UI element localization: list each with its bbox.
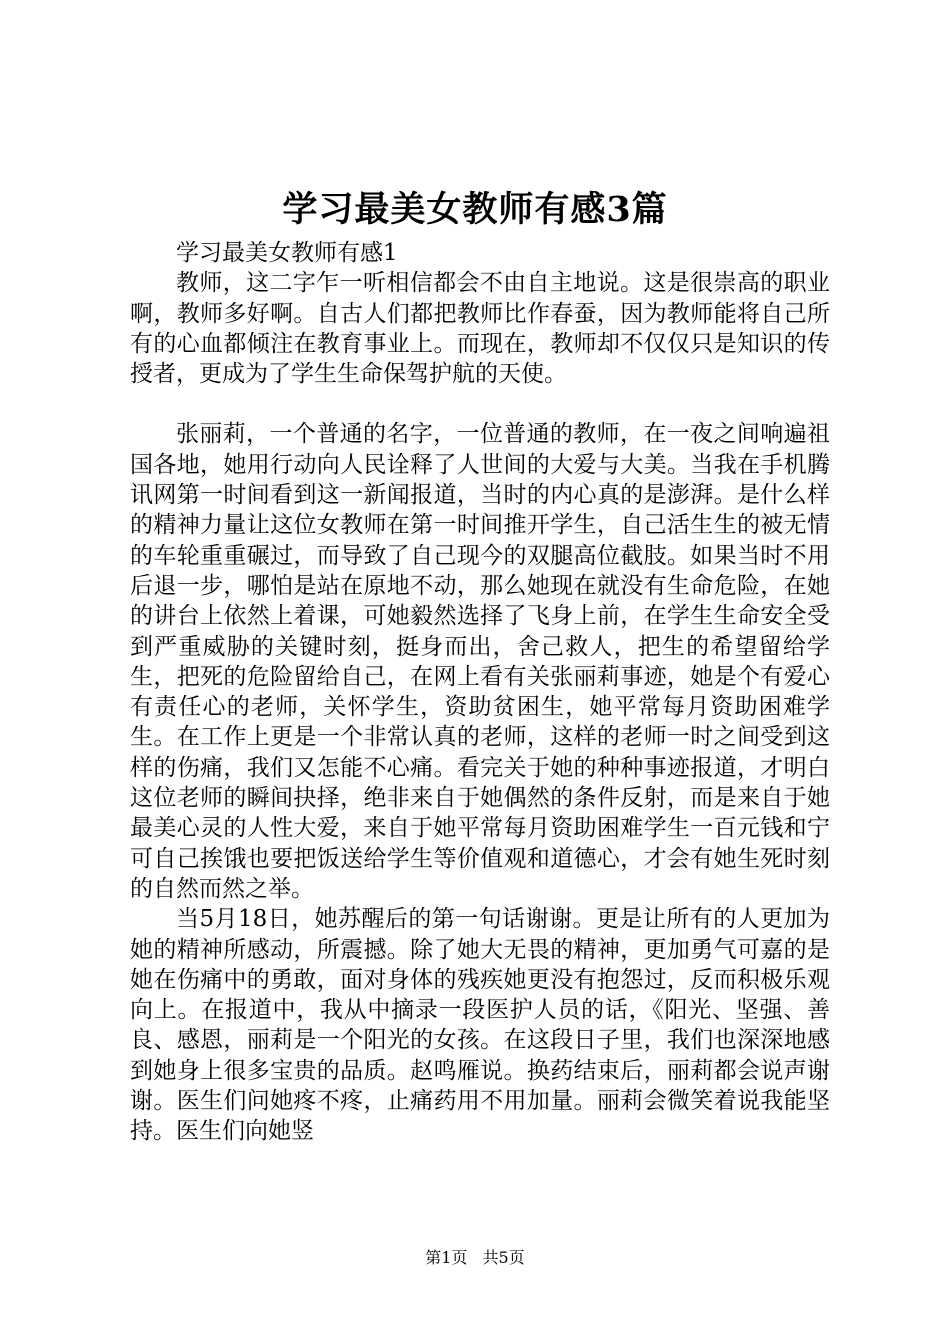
page-total: 共5页 xyxy=(482,1248,525,1267)
page-footer xyxy=(0,1247,950,1269)
paragraph-story: 张丽莉，一个普通的名字，一位普通的教师，在一夜之间响遍祖国各地，她用行动向人民诠释了人世间的大爱与大美。当我在手机腾讯网第一时间看到这一新闻报道，当时的内心真的是澎湃。是什么样的精神力量让这位女教师在第一时间推开学生，自己活生生的被无情的车轮重重碾过，而导致了自己现今的双腿高位截肢。如果当时不用后退一步，哪怕是站在原地不动，那么她现在就没有生命危险，在她的讲台上依然上着课，可她毅然选择了飞身上前，在学生生命安全受到严重威胁的关键时刻，挺身而出，舍己救人，把生的希望留给学生，把死的危险留给自己，在网上看有关张丽莉事迹，她是个有爱心有责任心的老师，关怀学生，资助贫困生，她平常每月资助困难学生。在工作上更是一个非常认真的老师，这样的老师一时之间受到这样的伤痛，我们又怎能不心痛。看完关于她的种种事迹报道，才明白这位老师的瞬间抉择，绝非来自于她偶然的条件反射，而是来自于她最美心灵的人性大爱，来自于她平常每月资助困难学生一百元钱和宁可自己挨饿也要把饭送给学生等价值观和道德心，才会有她生死时刻的自然而然之举。 xyxy=(130,421,830,902)
page-number: 第1页 xyxy=(425,1248,468,1267)
document-title: 学习最美女教师有感3篇 xyxy=(282,189,668,230)
paragraph-intro: 教师，这二字乍一听相信都会不由自主地说。这是很崇高的职业啊，教师多好啊。自古人们都把教师比作春蚕，因为教师能将自己所有的心血都倾注在教育事业上。而现在，教师却不仅仅只是知识的传授者，更成为了学生生命保驾护航的天使。 xyxy=(130,270,830,388)
document-body xyxy=(130,238,830,1147)
section-heading: 学习最美女教师有感1 xyxy=(176,240,398,266)
paragraph-recovery: 当5月18日，她苏醒后的第一句话谢谢。更是让所有的人更加为她的精神所感动，所震撼。除了她大无畏的精神，更加勇气可嘉的是她在伤痛中的勇敢，面对身体的残疾她更没有抱怨过，反而积极乐观向上。在报道中，我从中摘录一段医护人员的话，《阳光、坚强、善良、感恩，丽莉是一个阳光的女孩。在这段日子里，我们也深深地感到她身上很多宝贵的品质。赵鸣雁说。换药结束后，丽莉都会说声谢谢。医生们问她疼不疼，止痛药用不用加量。丽莉会微笑着说我能坚持。医生们向她竖 xyxy=(130,906,830,1145)
